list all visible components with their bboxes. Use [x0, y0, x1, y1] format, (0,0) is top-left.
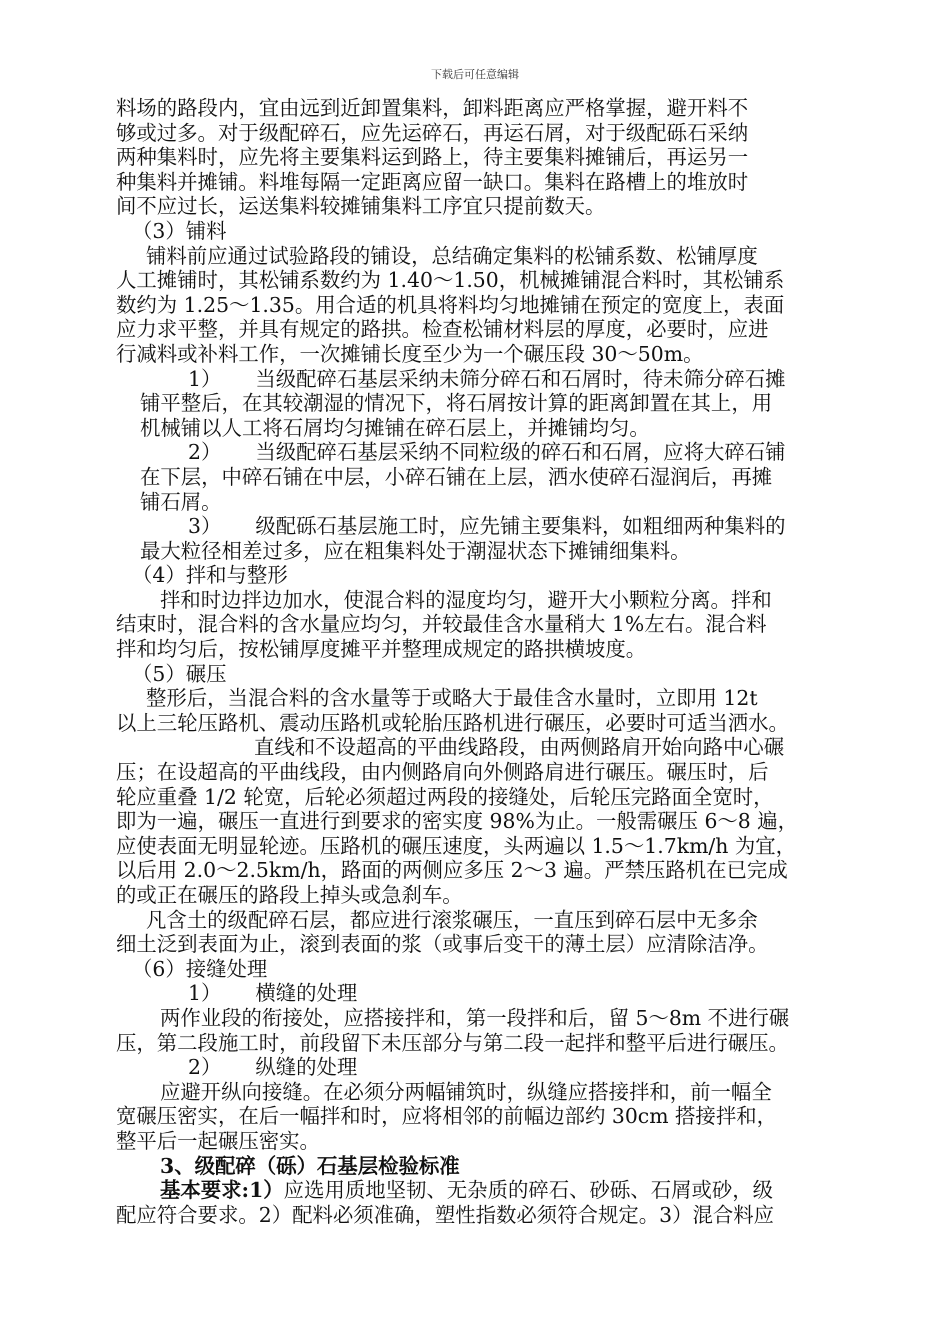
text-line: 应使表面无明显轮迹。压路机的碾压速度，头两遍以 1.5～1.7km/h 为宜， [116, 833, 797, 858]
list-text: 当级配碎石基层采纳不同粒级的碎石和石屑，应将大碎石铺 [255, 440, 786, 465]
text-line: 铺平整后，在其较潮湿的情况下，将石屑按计算的距离卸置在其上，用 [140, 391, 773, 416]
text-line: 铺石屑。 [140, 489, 222, 514]
list-text: 纵缝的处理 [255, 1055, 358, 1080]
page-header: 下载后可任意编辑 [431, 68, 519, 81]
text-line: 两种集料时，应先将主要集料运到路上，待主要集料摊铺后，再运另一 [116, 145, 749, 170]
section-heading: （6）接缝处理 [132, 956, 268, 981]
text-line: 压；在设超高的平曲线段，由内侧路肩向外侧路肩进行碾压。碾压时，后 [116, 760, 769, 785]
text-line: 拌和均匀后，按松铺厚度摊平并整理成规定的路拱横坡度。 [116, 637, 647, 662]
text-line: 细土泛到表面为止，滚到表面的浆（或事后变干的薄土层）应清除洁净。 [116, 932, 769, 957]
document-body [116, 96, 838, 1227]
text-line: 应避开纵向接缝。在必须分两幅铺筑时，纵缝应搭接拌和，前一幅全 [160, 1079, 772, 1104]
text-line: 种集料并摊铺。料堆每隔一定距离应留一缺口。集料在路槽上的堆放时 [116, 169, 749, 194]
text-line: 整平后一起碾压密实。 [116, 1128, 320, 1153]
text-line: 轮应重叠 1/2 轮宽，后轮必须超过两段的接缝处，后轮压完路面全宽时， [116, 784, 774, 809]
text-line: 的或正在碾压的路段上掉头或急刹车。 [116, 883, 463, 907]
list-item [116, 514, 838, 539]
text-line: 配应符合要求。2）配料必须准确，塑性指数必须符合规定。3）混合料应 [116, 1202, 775, 1227]
text-line: 料场的路段内，宜由远到近卸置集料，卸料距离应严格掌握，避开料不 [116, 96, 749, 120]
text-line: 整形后，当混合料的含水量等于或略大于最佳含水量时，立即用 12t [146, 686, 758, 711]
list-marker: 1） [188, 981, 222, 1006]
text-line: 人工摊铺时，其松铺系数约为 1.40～1.50，机械摊铺混合料时，其松铺系 [116, 268, 785, 293]
text-line: 行减料或补料工作，一次摊铺长度至少为一个碾压段 30～50m。 [116, 341, 704, 366]
text-line: 铺料前应通过试验路段的铺设，总结确定集料的松铺系数、松铺厚度 [146, 243, 758, 268]
text-segment: 应选用质地坚韧、无杂质的碎石、砂砾、石屑或砂，级 [283, 1178, 774, 1203]
section-heading: （3）铺料 [132, 218, 227, 243]
text-line: 间不应过长，运送集料较摊铺集料工序宜只提前数天。 [116, 194, 606, 219]
text-line: 即为一遍，碾压一直进行到要求的密实度 98%为止。一般需碾压 6～8 遍， [116, 809, 799, 834]
list-text: 级配砾石基层施工时，应先铺主要集料，如粗细两种集料的 [255, 514, 786, 539]
list-item [116, 367, 838, 392]
text-line: 结束时，混合料的含水量应均匀，并较最佳含水量稍大 1%左右。混合料 [116, 612, 767, 637]
text-line: 直线和不设超高的平曲线路段，由两侧路肩开始向路中心碾 [254, 735, 785, 760]
text-line: 宽碾压密实，在后一幅拌和时，应将相邻的前幅边部约 30cm 搭接拌和， [116, 1104, 777, 1129]
list-marker: 2） [188, 440, 222, 465]
text-line: 数约为 1.25～1.35。用合适的机具将料均匀地摊铺在预定的宽度上，表面 [116, 292, 785, 317]
section-title: 3、级配碎（砾）石基层检验标准 [160, 1153, 460, 1178]
text-line: 应力求平整，并具有规定的路拱。检查松铺材料层的厚度，必要时，应进 [116, 317, 769, 342]
text-line [116, 1178, 838, 1203]
text-line: 够或过多。对于级配碎石，应先运碎石，再运石屑，对于级配砾石采纳 [116, 120, 749, 145]
text-line: 机械铺以人工将石屑均匀摊铺在碎石层上，并摊铺均匀。 [140, 415, 650, 440]
list-text: 横缝的处理 [255, 981, 358, 1006]
section-heading: （4）拌和与整形 [132, 563, 288, 588]
text-line: 凡含土的级配碎石层，都应进行滚浆碾压，一直压到碎石层中无多余 [146, 907, 758, 932]
text-line: 以上三轮压路机、震动压路机或轮胎压路机进行碾压，必要时可适当洒水。 [116, 710, 789, 735]
text-line: 在下层，中碎石铺在中层，小碎石铺在上层，洒水使碎石湿润后，再摊 [140, 464, 773, 489]
list-item [116, 440, 838, 465]
text-line: 两作业段的衔接处，应搭接拌和，第一段拌和后，留 5～8m 不进行碾 [160, 1005, 790, 1030]
list-item [116, 981, 838, 1006]
section-heading: （5）碾压 [132, 661, 227, 686]
bold-label: 基本要求:1） [160, 1178, 284, 1203]
list-item [116, 1055, 838, 1080]
text-line: 压，第二段施工时，前段留下未压部分与第二段一起拌和整平后进行碾压。 [116, 1030, 789, 1055]
text-line: 拌和时边拌边加水，使混合料的湿度均匀，避开大小颗粒分离。拌和 [160, 587, 772, 612]
list-text: 当级配碎石基层采纳未筛分碎石和石屑时，待未筛分碎石摊 [255, 366, 786, 391]
text-line: 最大粒径相差过多，应在粗集料处于潮湿状态下摊铺细集料。 [140, 538, 691, 563]
text-line: 以后用 2.0～2.5km/h，路面的两侧应多压 2～3 遍。严禁压路机在已完成 [116, 858, 788, 883]
list-marker: 3） [188, 514, 222, 539]
list-marker: 1） [188, 366, 222, 391]
list-marker: 2） [188, 1055, 222, 1080]
